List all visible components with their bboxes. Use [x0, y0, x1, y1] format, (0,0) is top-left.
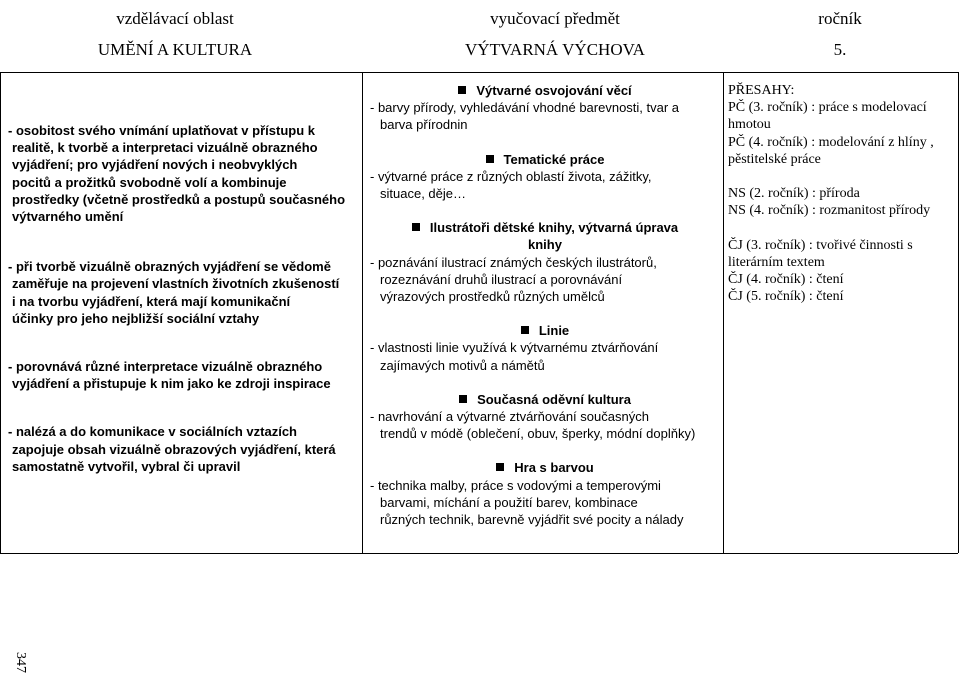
- topic-line: - výtvarné práce z různých oblastí života, zážitky,: [370, 168, 652, 184]
- overlaps-column: [728, 82, 956, 306]
- overlap-line: ČJ (5. ročník) : čtení: [728, 289, 844, 305]
- square-bullet-icon: [496, 463, 504, 471]
- topic-title: Linie: [370, 322, 720, 339]
- outcome-line: samostatně vytvořil, vybral či upravil: [12, 458, 241, 474]
- header-value-area: UMĚNÍ A KULTURA: [97, 40, 253, 59]
- overlap-line: literárním textem: [728, 255, 825, 270]
- outcomes-column: [8, 122, 360, 475]
- outcome-item: [8, 258, 360, 327]
- outcome-item: [8, 122, 360, 225]
- overlap-line: PČ (3. ročník) : práce s modelovací: [728, 100, 927, 116]
- header-label-area: vzdělávací oblast: [116, 9, 234, 28]
- topic-line: barvami, míchání a použití barev, kombinace: [380, 494, 638, 510]
- overlap-line: ČJ (4. ročník) : čtení: [728, 272, 844, 288]
- topic-line: - poznávání ilustrací známých českých ilustrátorů,: [370, 254, 657, 270]
- topics-column: [370, 82, 720, 545]
- outcome-line: výtvarného umění: [12, 209, 124, 225]
- topic-block: [370, 459, 720, 528]
- square-bullet-icon: [521, 326, 529, 334]
- topic-line: - vlastnosti linie využívá k výtvarnému ztvárňování: [370, 340, 659, 356]
- outcome-item: [8, 423, 360, 475]
- topic-line: - navrhování a výtvarné ztvárňování současných: [370, 409, 649, 425]
- topic-line: výrazových prostředků různých umělců: [380, 289, 605, 305]
- table-divider-1: [362, 72, 363, 553]
- outcome-line: - osobitost svého vnímání uplatňovat v přístupu k: [8, 123, 315, 138]
- outcome-line: zapojuje obsah vizuálně obrazových vyjádření, která: [12, 441, 336, 457]
- outcome-line: prostředky (včetně prostředků a postupů současného: [12, 191, 346, 207]
- topic-block: [370, 219, 720, 305]
- topic-block: [370, 391, 720, 443]
- outcome-line: i na tvorbu vyjádření, která mají komunikační: [12, 293, 291, 309]
- topic-line: - barvy přírody, vyhledávání vhodné barevnosti, tvar a: [370, 100, 680, 116]
- outcome-line: pocitů a prožitků svobodně volí a kombinuje: [12, 174, 287, 190]
- square-bullet-icon: [486, 155, 494, 163]
- topic-title: Výtvarné osvojování věcí: [370, 82, 720, 99]
- overlap-line: NS (4. ročník) : rozmanitost přírody: [728, 203, 931, 219]
- table-border-right: [958, 72, 959, 553]
- square-bullet-icon: [459, 395, 467, 403]
- outcome-line: vyjádření a přistupuje k nim jako ke zdroji inspirace: [12, 376, 331, 392]
- topic-line: - technika malby, práce s vodovými a temperovými: [370, 477, 661, 493]
- outcome-line: - nalézá a do komunikace v sociálních vztazích: [8, 424, 297, 440]
- outcome-item: [8, 358, 360, 392]
- topic-line: trendů v módě (oblečení, obuv, šperky, módní doplňky): [380, 426, 696, 442]
- overlap-line: ČJ (3. ročník) : tvořivé činnosti s: [728, 237, 913, 253]
- topic-block: [370, 151, 720, 203]
- overlap-line: NS (2. ročník) : příroda: [728, 186, 860, 202]
- page-number: 347: [13, 652, 28, 673]
- square-bullet-icon: [412, 223, 420, 231]
- topic-block: [370, 322, 720, 374]
- header-value-subject: VÝTVARNÁ VÝCHOVA: [465, 40, 645, 59]
- outcome-line: zaměřuje na projevení vlastních životních zkušeností: [12, 276, 340, 292]
- outcome-line: - porovnává různé interpretace vizuálně obrazného: [8, 359, 323, 375]
- topic-line: zajímavých motivů a námětů: [380, 357, 545, 373]
- outcome-line: realitě, k tvorbě a interpretaci vizuálně obrazného: [12, 140, 318, 156]
- topic-line: rozeznávání druhů ilustrací a porovnávání: [380, 271, 623, 287]
- topic-title-cont: knihy: [528, 237, 562, 253]
- topic-line: různých technik, barevně vyjádřit své pocity a nálady: [380, 512, 684, 528]
- square-bullet-icon: [458, 86, 466, 94]
- table-border-left: [0, 72, 1, 553]
- outcome-line: účinky pro jeho nejbližší sociální vztahy: [12, 310, 260, 326]
- header-value-grade: 5.: [833, 40, 847, 59]
- topic-block: [370, 82, 720, 134]
- header-label-grade: ročník: [818, 9, 862, 28]
- topic-title: Hra s barvou: [370, 459, 720, 476]
- overlaps-title: PŘESAHY:: [728, 83, 795, 98]
- outcome-line: vyjádření; pro vyjádření nových i neobvyklých: [12, 157, 298, 173]
- overlap-line: hmotou: [728, 117, 771, 133]
- table-divider-2: [723, 72, 724, 553]
- header-label-subject: vyučovací předmět: [490, 9, 620, 28]
- topic-title: Ilustrátoři dětské knihy, výtvarná úprava: [370, 219, 720, 236]
- overlap-line: pěstitelské práce: [728, 151, 821, 167]
- topic-title: Současná oděvní kultura: [370, 391, 720, 408]
- overlap-line: PČ (4. ročník) : modelování z hlíny ,: [728, 134, 934, 150]
- topic-title: Tematické práce: [370, 151, 720, 168]
- topic-line: barva přírodnin: [380, 117, 468, 133]
- outcome-line: - při tvorbě vizuálně obrazných vyjádření se vědomě: [8, 259, 331, 275]
- topic-line: situace, děje…: [380, 186, 466, 202]
